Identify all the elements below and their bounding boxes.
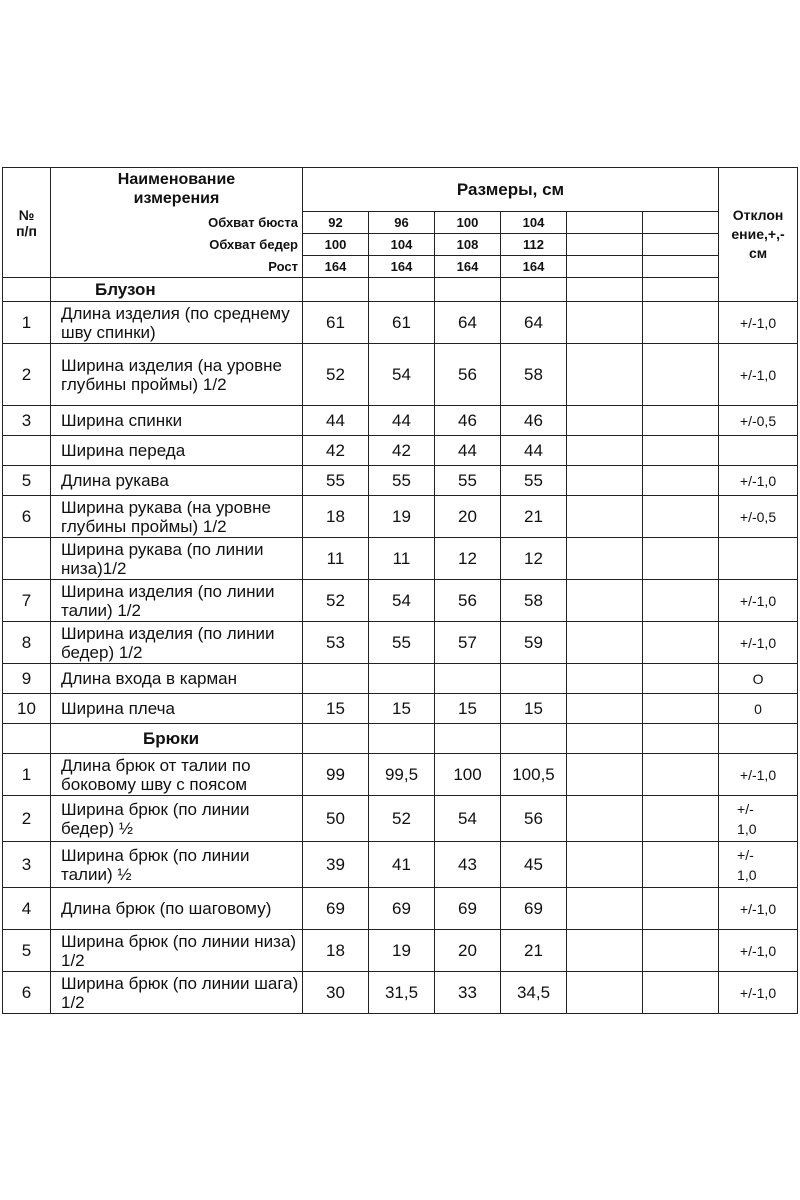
size-value: 69 (501, 888, 567, 930)
size-value: 69 (303, 888, 369, 930)
measure-value: 104 (369, 234, 435, 256)
size-value: 56 (435, 344, 501, 406)
size-value (435, 664, 501, 694)
row-number: 2 (3, 796, 51, 842)
empty-cell (567, 580, 643, 622)
size-value: 19 (369, 496, 435, 538)
row-number (3, 538, 51, 580)
empty-cell (643, 796, 719, 842)
size-value: 55 (369, 622, 435, 664)
empty-cell (567, 694, 643, 724)
deviation-value: +/-1,0 (719, 344, 798, 406)
size-value: 52 (303, 344, 369, 406)
size-value (501, 664, 567, 694)
deviation-value: +/-1,0 (719, 888, 798, 930)
empty-cell (643, 664, 719, 694)
measurement-name: Ширина плеча (51, 694, 303, 724)
table-row (3, 406, 798, 436)
empty-cell (643, 888, 719, 930)
row-number: 4 (3, 888, 51, 930)
size-value (303, 664, 369, 694)
table-row (3, 842, 798, 888)
size-value: 69 (435, 888, 501, 930)
empty-cell (567, 842, 643, 888)
section-title: Брюки (51, 724, 303, 754)
measurement-name: Ширина спинки (51, 406, 303, 436)
measure-value: 164 (435, 256, 501, 278)
deviation-value: O (719, 664, 798, 694)
deviation-value: +/-0,5 (719, 496, 798, 538)
size-value: 59 (501, 622, 567, 664)
size-value: 42 (303, 436, 369, 466)
size-value: 18 (303, 496, 369, 538)
empty-cell (51, 278, 303, 302)
size-value: 45 (501, 842, 567, 888)
row-number (3, 436, 51, 466)
size-value: 50 (303, 796, 369, 842)
empty-cell (369, 278, 435, 302)
measurement-name: Ширина брюк (по линии бедер) ½ (51, 796, 303, 842)
table-row (3, 622, 798, 664)
size-value: 30 (303, 972, 369, 1014)
size-value: 12 (435, 538, 501, 580)
empty-cell (643, 466, 719, 496)
measurement-name: Длина брюк (по шаговому) (51, 888, 303, 930)
size-value: 44 (501, 436, 567, 466)
empty-cell (567, 256, 643, 278)
size-value: 53 (303, 622, 369, 664)
table-row (3, 496, 798, 538)
measurement-name: Ширина изделия (на уровне глубины проймы) 1/2 (51, 344, 303, 406)
measurement-name: Длина брюк от талии по боковому шву с поясом (51, 754, 303, 796)
empty-cell (567, 344, 643, 406)
deviation-value: +/-1,0 (719, 580, 798, 622)
empty-cell (643, 538, 719, 580)
empty-cell (643, 842, 719, 888)
measurement-name: Длина изделия (по среднему шву спинки) (51, 302, 303, 344)
row-number: 5 (3, 466, 51, 496)
measurement-name: Ширина брюк (по линии шага) 1/2 (51, 972, 303, 1014)
size-value: 42 (369, 436, 435, 466)
size-value: 15 (501, 694, 567, 724)
table-row (3, 754, 798, 796)
empty-cell (567, 664, 643, 694)
header-measure-row (3, 256, 798, 278)
deviation-value (719, 538, 798, 580)
size-value: 18 (303, 930, 369, 972)
table-row (3, 344, 798, 406)
measure-value: 100 (303, 234, 369, 256)
size-value: 69 (369, 888, 435, 930)
size-value: 54 (435, 796, 501, 842)
deviation-value (719, 436, 798, 466)
empty-cell (567, 754, 643, 796)
header-num-cell: № п/п (3, 168, 51, 278)
row-number: 3 (3, 842, 51, 888)
empty-cell (643, 972, 719, 1014)
size-value: 58 (501, 344, 567, 406)
deviation-value: +/- 1,0 (719, 796, 798, 842)
table-row (3, 930, 798, 972)
size-value: 99,5 (369, 754, 435, 796)
size-value: 99 (303, 754, 369, 796)
row-number: 5 (3, 930, 51, 972)
section-title: Блузон (3, 278, 51, 302)
size-value: 56 (501, 796, 567, 842)
size-value: 20 (435, 930, 501, 972)
size-value: 55 (303, 466, 369, 496)
empty-cell (567, 212, 643, 234)
table-row (3, 580, 798, 622)
row-number: 7 (3, 580, 51, 622)
deviation-value: +/- 1,0 (719, 842, 798, 888)
size-value: 52 (303, 580, 369, 622)
deviation-value: 0 (719, 694, 798, 724)
measurement-name: Ширина изделия (по линии бедер) 1/2 (51, 622, 303, 664)
deviation-value: +/-1,0 (719, 754, 798, 796)
size-value: 64 (435, 302, 501, 344)
measurement-name: Ширина изделия (по линии талии) 1/2 (51, 580, 303, 622)
size-value: 100 (435, 754, 501, 796)
row-number: 6 (3, 496, 51, 538)
empty-cell (643, 212, 719, 234)
empty-cell (567, 234, 643, 256)
empty-cell (643, 724, 719, 754)
size-value: 58 (501, 580, 567, 622)
measurement-name: Ширина брюк (по линии талии) ½ (51, 842, 303, 888)
header-measure-row (3, 234, 798, 256)
size-value: 11 (369, 538, 435, 580)
size-value: 61 (369, 302, 435, 344)
size-value: 21 (501, 930, 567, 972)
measurement-table (2, 167, 798, 1014)
size-value: 52 (369, 796, 435, 842)
empty-cell (567, 406, 643, 436)
empty-cell (643, 256, 719, 278)
measure-value: 164 (501, 256, 567, 278)
empty-cell (567, 972, 643, 1014)
table-row (3, 972, 798, 1014)
size-value: 44 (303, 406, 369, 436)
header-name-cell: Наименование измерения (51, 168, 303, 212)
section-row (3, 278, 798, 302)
empty-cell (567, 888, 643, 930)
size-value: 39 (303, 842, 369, 888)
size-value: 100,5 (501, 754, 567, 796)
empty-cell (567, 436, 643, 466)
empty-cell (303, 724, 369, 754)
size-value: 54 (369, 580, 435, 622)
measure-label: Обхват бюста (51, 212, 303, 234)
size-value: 15 (303, 694, 369, 724)
measure-label: Обхват бедер (51, 234, 303, 256)
size-value: 46 (501, 406, 567, 436)
header-sizes-cell: Размеры, см (303, 168, 719, 212)
empty-cell (719, 724, 798, 754)
row-number: 6 (3, 972, 51, 1014)
measurement-name: Ширина переда (51, 436, 303, 466)
measure-value: 104 (501, 212, 567, 234)
measure-value: 108 (435, 234, 501, 256)
size-value: 54 (369, 344, 435, 406)
row-number: 1 (3, 302, 51, 344)
size-value: 31,5 (369, 972, 435, 1014)
deviation-value: +/-0,5 (719, 406, 798, 436)
empty-cell (643, 234, 719, 256)
size-value: 44 (369, 406, 435, 436)
table-row (3, 538, 798, 580)
size-value: 43 (435, 842, 501, 888)
empty-cell (501, 278, 567, 302)
empty-cell (643, 406, 719, 436)
header-measure-row (3, 212, 798, 234)
deviation-value: +/-1,0 (719, 622, 798, 664)
size-value: 15 (369, 694, 435, 724)
measure-value: 112 (501, 234, 567, 256)
measure-value: 92 (303, 212, 369, 234)
measurement-name: Ширина рукава (по линии низа)1/2 (51, 538, 303, 580)
empty-cell (643, 302, 719, 344)
row-number: 10 (3, 694, 51, 724)
empty-cell (435, 278, 501, 302)
measure-value: 100 (435, 212, 501, 234)
size-value: 55 (501, 466, 567, 496)
empty-cell (435, 724, 501, 754)
size-value: 15 (435, 694, 501, 724)
row-number: 2 (3, 344, 51, 406)
empty-cell (567, 724, 643, 754)
size-value: 44 (435, 436, 501, 466)
empty-cell (567, 466, 643, 496)
empty-cell (567, 796, 643, 842)
size-value: 21 (501, 496, 567, 538)
measurement-name: Ширина рукава (на уровне глубины проймы) 1/2 (51, 496, 303, 538)
empty-cell (643, 622, 719, 664)
empty-cell (501, 724, 567, 754)
empty-cell (643, 580, 719, 622)
row-number: 3 (3, 406, 51, 436)
empty-cell (643, 496, 719, 538)
size-value: 11 (303, 538, 369, 580)
measurement-name: Ширина брюк (по линии низа) 1/2 (51, 930, 303, 972)
empty-cell (567, 496, 643, 538)
size-value: 12 (501, 538, 567, 580)
empty-cell (643, 436, 719, 466)
size-value: 55 (369, 466, 435, 496)
table-row (3, 694, 798, 724)
size-value: 33 (435, 972, 501, 1014)
table-row (3, 302, 798, 344)
table-row (3, 664, 798, 694)
row-number: 1 (3, 754, 51, 796)
size-value: 64 (501, 302, 567, 344)
size-value: 41 (369, 842, 435, 888)
size-value: 20 (435, 496, 501, 538)
size-value: 34,5 (501, 972, 567, 1014)
empty-cell (303, 278, 369, 302)
row-number: 8 (3, 622, 51, 664)
size-value: 19 (369, 930, 435, 972)
empty-cell (643, 754, 719, 796)
measurement-name: Длина рукава (51, 466, 303, 496)
measurement-name: Длина входа в карман (51, 664, 303, 694)
empty-cell (3, 724, 51, 754)
section-row (3, 724, 798, 754)
deviation-value: +/-1,0 (719, 302, 798, 344)
measure-value: 96 (369, 212, 435, 234)
empty-cell (567, 302, 643, 344)
table-row (3, 466, 798, 496)
empty-cell (567, 622, 643, 664)
measure-value: 164 (369, 256, 435, 278)
row-number: 9 (3, 664, 51, 694)
table-row (3, 888, 798, 930)
empty-cell (567, 930, 643, 972)
empty-cell (567, 278, 643, 302)
empty-cell (643, 344, 719, 406)
size-value: 57 (435, 622, 501, 664)
table-row (3, 796, 798, 842)
empty-cell (369, 724, 435, 754)
measure-value: 164 (303, 256, 369, 278)
empty-cell (643, 930, 719, 972)
empty-cell (567, 538, 643, 580)
deviation-value: +/-1,0 (719, 972, 798, 1014)
deviation-value: +/-1,0 (719, 930, 798, 972)
table-row (3, 436, 798, 466)
size-value (369, 664, 435, 694)
size-value: 61 (303, 302, 369, 344)
size-value: 46 (435, 406, 501, 436)
deviation-value: +/-1,0 (719, 466, 798, 496)
header-deviation-cell: Отклон ение,+,- см (719, 168, 798, 302)
empty-cell (643, 694, 719, 724)
size-value: 55 (435, 466, 501, 496)
measure-label: Рост (51, 256, 303, 278)
size-value: 56 (435, 580, 501, 622)
